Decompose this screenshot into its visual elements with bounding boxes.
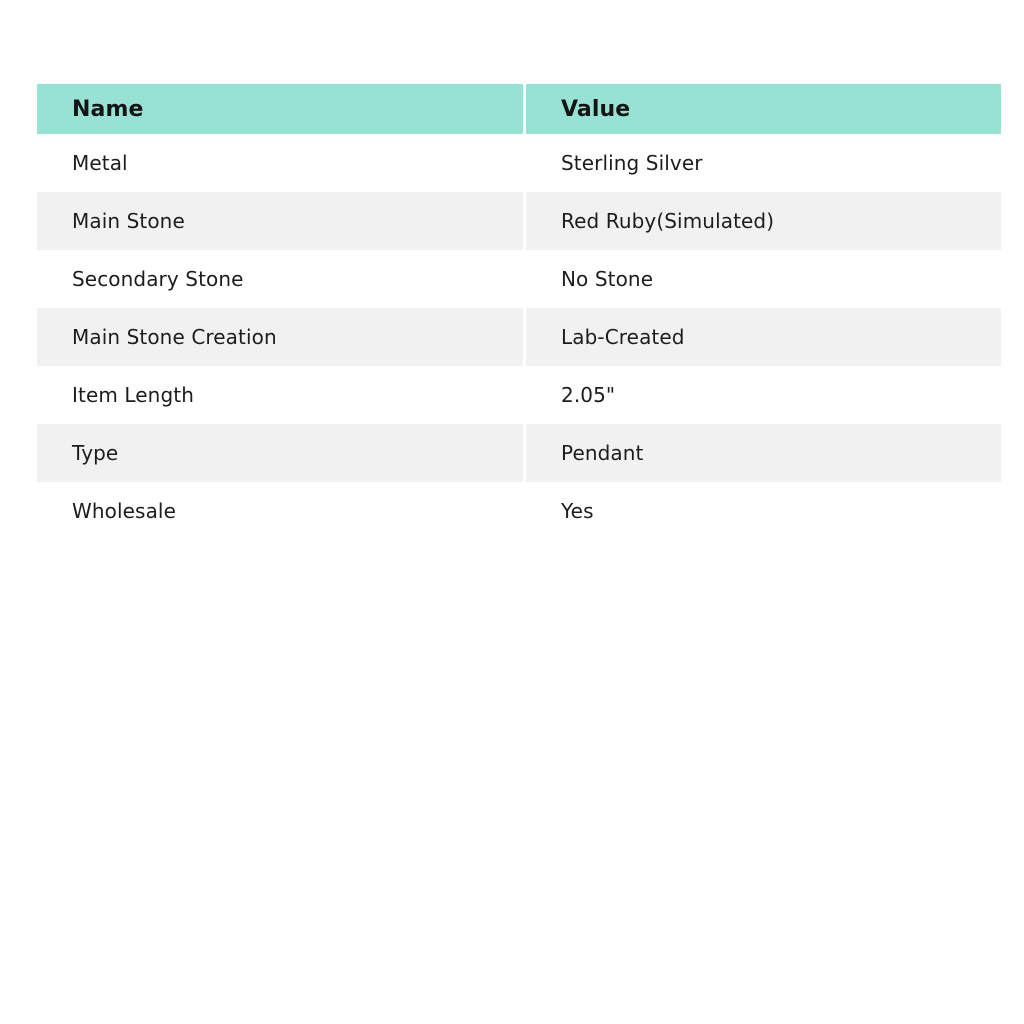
attribute-name: Main Stone Creation [37,308,523,366]
table-row [37,192,1001,250]
attribute-name: Metal [37,134,523,192]
attribute-value: Sterling Silver [526,134,1001,192]
attribute-name: Wholesale [37,482,523,540]
attribute-value: 2.05" [526,366,1001,424]
table-row [37,366,1001,424]
table-header-row [37,84,1001,134]
column-header-name: Name [37,84,523,134]
attribute-value: Red Ruby(Simulated) [526,192,1001,250]
table-row [37,482,1001,540]
table-row [37,134,1001,192]
attribute-name: Secondary Stone [37,250,523,308]
product-attributes-table [37,84,1001,540]
attribute-value: Yes [526,482,1001,540]
table-row [37,308,1001,366]
column-header-value: Value [526,84,1001,134]
table-row [37,250,1001,308]
attribute-name: Item Length [37,366,523,424]
table-row [37,424,1001,482]
attribute-value: No Stone [526,250,1001,308]
attribute-value: Lab-Created [526,308,1001,366]
attribute-name: Main Stone [37,192,523,250]
attribute-value: Pendant [526,424,1001,482]
attribute-name: Type [37,424,523,482]
